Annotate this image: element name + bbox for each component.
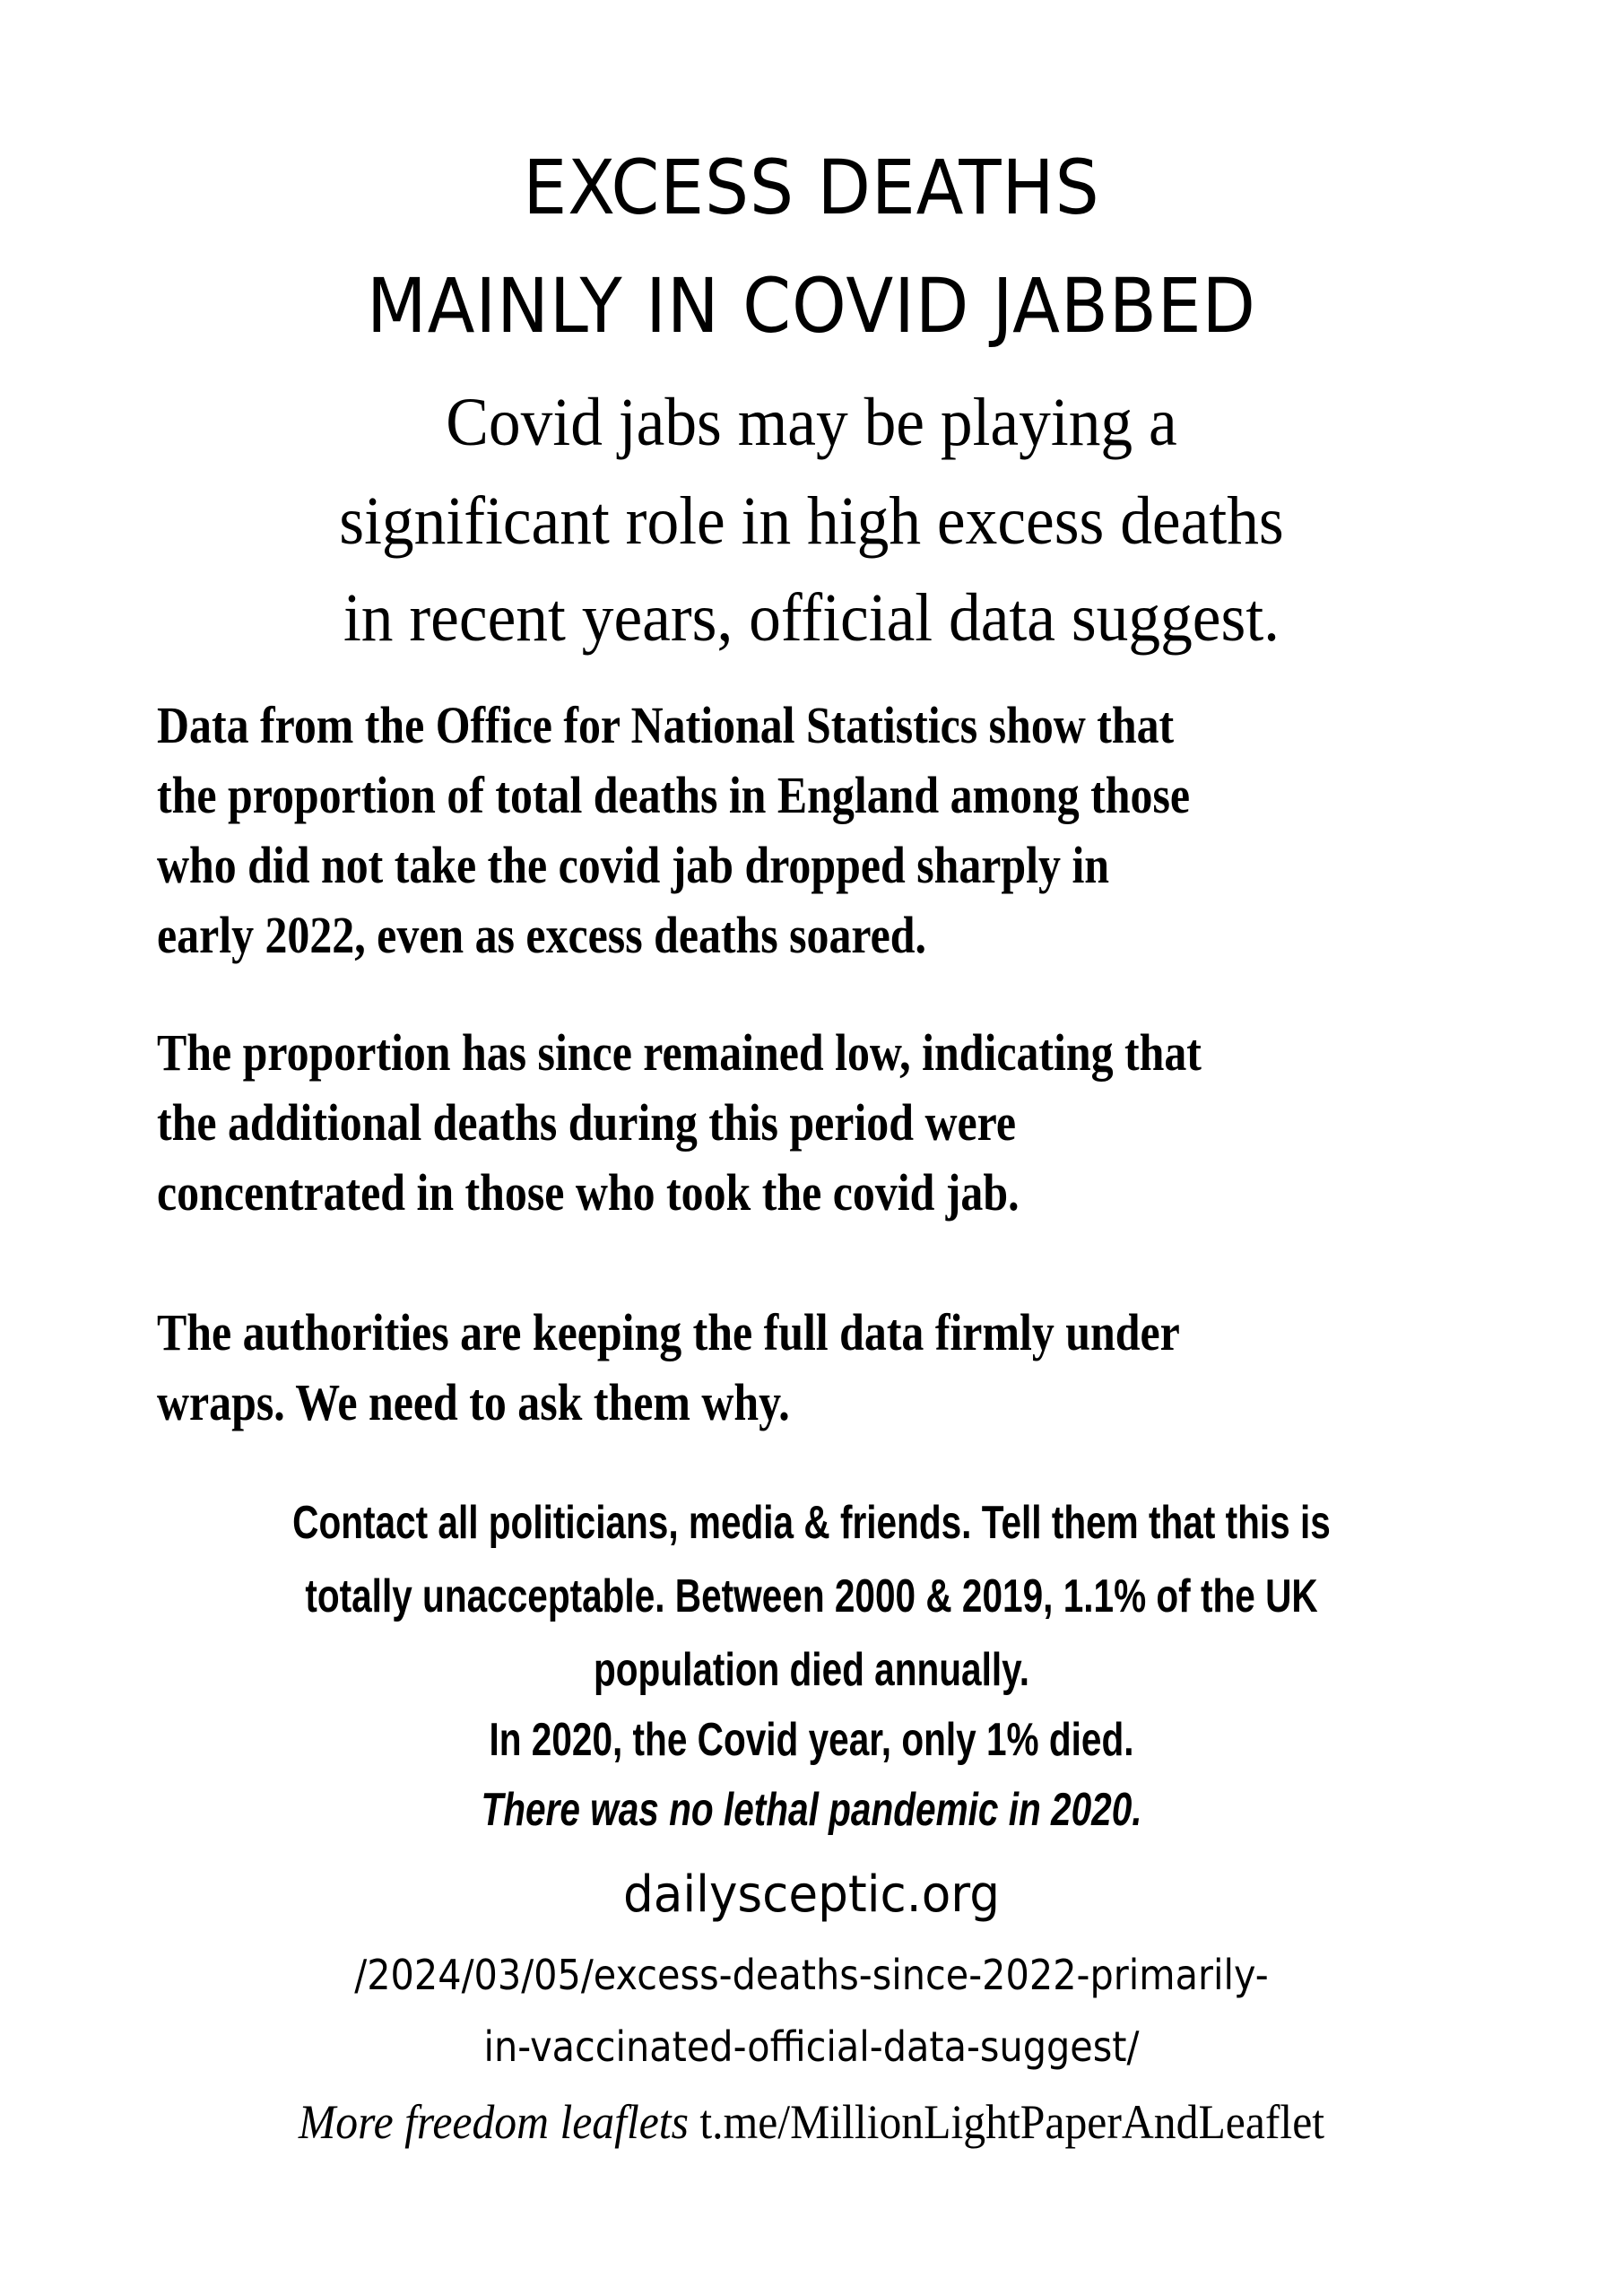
headline-line-1: EXCESS DEATHS xyxy=(523,144,1100,231)
footer xyxy=(65,2094,1558,2150)
paragraph-line: The authorities are keeping the full data firmly under xyxy=(157,1303,1180,1361)
source-domain[interactable]: dailysceptic.org xyxy=(623,1866,1000,1924)
subtitle-line-3: in recent years, official data suggest. xyxy=(343,580,1280,656)
source-path-line-1[interactable]: /2024/03/05/excess-deaths-since-2022-primarily- xyxy=(354,1951,1269,1999)
paragraph-line: Data from the Office for National Statistics show that xyxy=(157,696,1175,754)
cta-line: Contact all politicians, media & friends. Tell them that this is xyxy=(292,1497,1331,1549)
cta-line: totally unacceptable. Between 2000 & 2019, 1.1% of the UK xyxy=(305,1570,1318,1622)
paragraph-line: wraps. We need to ask them why. xyxy=(157,1373,790,1431)
cta-line: population died annually. xyxy=(594,1644,1029,1696)
paragraph-line: The proportion has since remained low, indicating that xyxy=(157,1023,1202,1082)
paragraph-line: the additional deaths during this period were xyxy=(157,1093,1016,1152)
headline-line-2: MAINLY IN COVID JABBED xyxy=(367,262,1256,350)
cta-line: In 2020, the Covid year, only 1% died. xyxy=(489,1714,1134,1766)
paragraph-line: who did not take the covid jab dropped sharply in xyxy=(157,836,1110,894)
cta-emphasis: There was no lethal pandemic in 2020. xyxy=(481,1784,1142,1836)
paragraph-line: the proportion of total deaths in England among those xyxy=(157,766,1191,824)
subtitle-line-2: significant role in high excess deaths xyxy=(339,483,1284,559)
paragraph-line: early 2022, even as excess deaths soared. xyxy=(157,906,927,964)
footer-link[interactable]: t.me/MillionLightPaperAndLeaflet xyxy=(699,2095,1325,2149)
subtitle-line-1: Covid jabs may be playing a xyxy=(446,385,1177,460)
source-path-line-2[interactable]: in-vaccinated-official-data-suggest/ xyxy=(483,2022,1140,2071)
footer-prefix: More freedom leaflets xyxy=(298,2095,689,2149)
paragraph-line: concentrated in those who took the covid jab. xyxy=(157,1163,1020,1222)
